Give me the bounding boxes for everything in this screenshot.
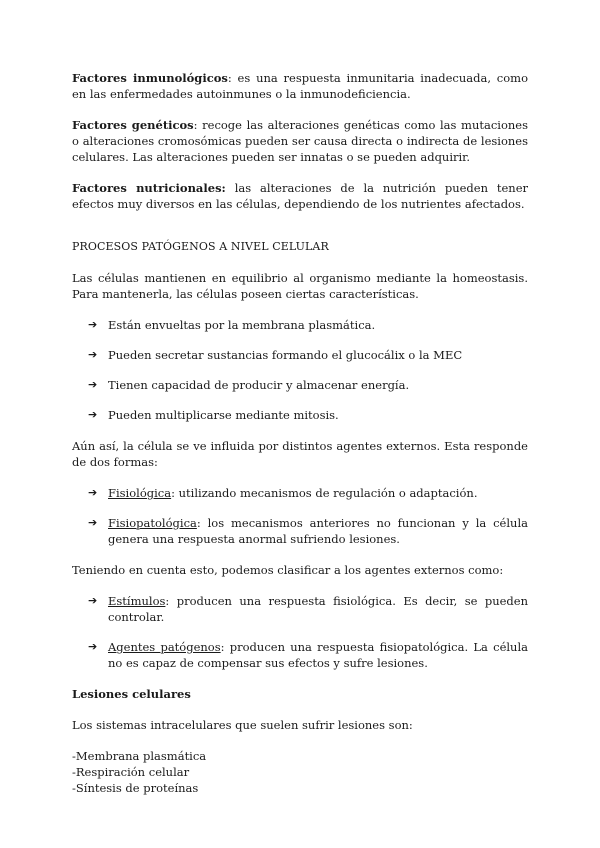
list-item: -Membrana plasmática (72, 749, 207, 763)
responses-list (72, 485, 528, 547)
arrow-icon: ➔ (88, 408, 98, 421)
list-item: ➔ Están envueltas por la membrana plasmática. (88, 318, 376, 332)
lesions-title: Lesiones celulares (72, 687, 191, 701)
factor-title: Factores genéticos (72, 118, 194, 132)
list-item: ➔ Pueden multiplicarse mediante mitosis. (88, 408, 339, 422)
section-heading: PROCESOS PATÓGENOS A NIVEL CELULAR (72, 240, 329, 253)
characteristics-list (72, 317, 528, 423)
list-item: -Respiración celular (72, 765, 190, 779)
list-item: ➔ Fisiopatológica: los mecanismos anteriores no funcionan y la célula genera una respuesta anormal sufriendo lesiones. (88, 516, 528, 546)
arrow-icon: ➔ (88, 348, 98, 361)
arrow-icon: ➔ (88, 594, 98, 607)
arrow-icon: ➔ (88, 516, 98, 529)
term: Agentes patógenos (108, 640, 221, 654)
list-item: ➔ Pueden secretar sustancias formando el glucocálix o la MEC (88, 348, 463, 362)
intro-paragraph: Las células mantienen en equilibrio al organismo mediante la homeostasis. Para mantenerla, las células poseen ciertas características. (72, 271, 528, 301)
list-item: ➔ Fisiológica: utilizando mecanismos de regulación o adaptación. (88, 486, 478, 500)
term: Fisiopatológica (108, 516, 197, 530)
list-item: ➔ Estímulos: producen una respuesta fisiológica. Es decir, se pueden controlar. (88, 594, 528, 624)
list-item: ➔ Tienen capacidad de producir y almacenar energía. (88, 378, 410, 392)
factor-title: Factores inmunológicos (72, 71, 228, 85)
document-page (72, 70, 528, 796)
list-item: -Síntesis de proteínas (72, 781, 199, 795)
arrow-icon: ➔ (88, 640, 98, 653)
factor-text: recoge las alteraciones genéticas como las mutaciones o alteraciones cromosómicas pueden ser causa directa o indirecta de lesiones celulares. Las alteraciones pueden ser innatas o se pueden adquirir. (72, 118, 528, 164)
term: Fisiológica (108, 486, 172, 500)
systems-list (72, 748, 528, 796)
factor-nutritional (72, 180, 528, 212)
term: Estímulos (108, 594, 166, 608)
arrow-icon: ➔ (88, 486, 98, 499)
classify-intro: Teniendo en cuenta esto, podemos clasificar a los agentes externos como: (72, 563, 504, 577)
factor-immunological: Factores inmunológicos: es una respuesta inmunitaria inadecuada, como en las enfermedades autoinmunes o la inmunodeficiencia. (72, 71, 528, 101)
factor-text: es una respuesta inmunitaria inadecuada, como en las enfermedades autoinmunes o la inmunodeficiencia. (72, 71, 528, 101)
arrow-icon: ➔ (88, 378, 98, 391)
factor-genetic: Factores genéticos: recoge las alteraciones genéticas como las mutaciones o alteraciones cromosómicas pueden ser causa directa o indirecta de lesiones celulares. Las alteraciones pueden ser innatas o se pueden adquirir. (72, 118, 528, 164)
lesions-intro: Los sistemas intracelulares que suelen sufrir lesiones son: (72, 718, 413, 732)
factor-title: Factores nutricionales: (72, 181, 226, 195)
response-intro: Aún así, la célula se ve influida por distintos agentes externos. Esta responde de dos formas: (72, 439, 528, 469)
agents-list (72, 593, 528, 671)
arrow-icon: ➔ (88, 318, 98, 331)
factor-text: las alteraciones de la nutrición pueden tener efectos muy diversos en las células, dependiendo de los nutrientes afectados. (72, 181, 529, 211)
list-item: ➔ Agentes patógenos: producen una respuesta fisiopatológica. La célula no es capaz de compensar sus efectos y sufre lesiones. (88, 640, 528, 670)
